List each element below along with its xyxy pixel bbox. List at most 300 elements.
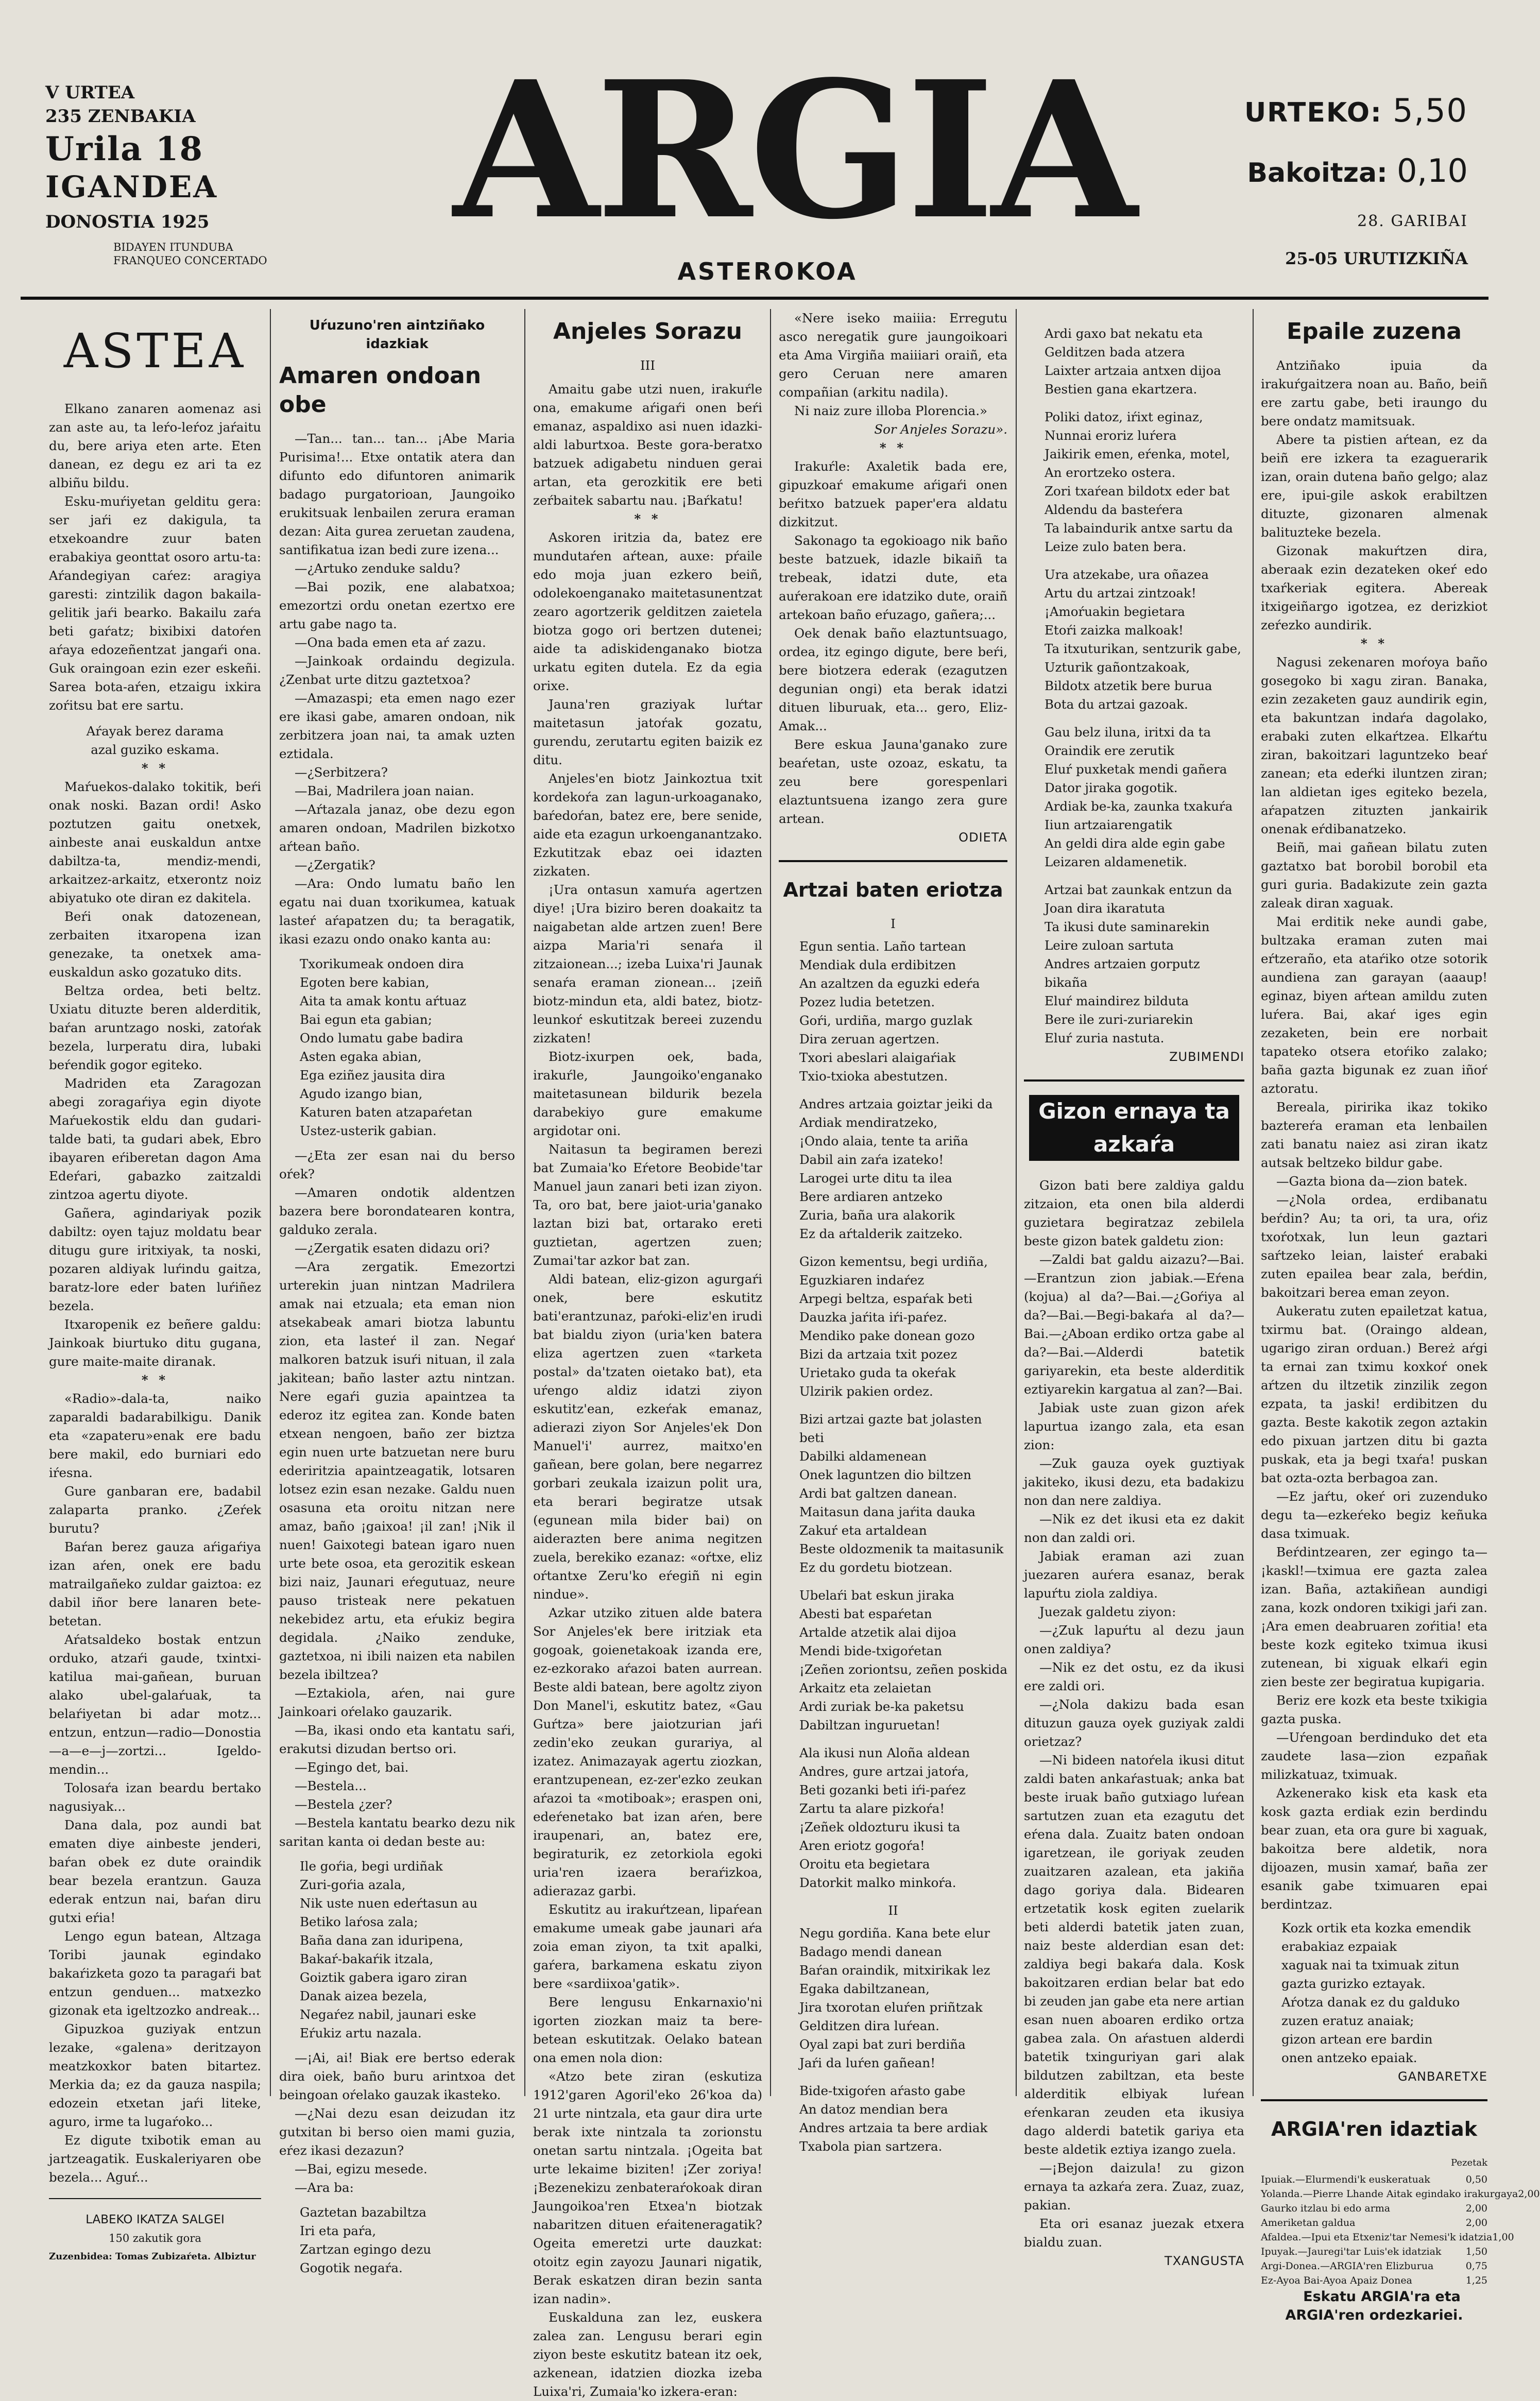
verse-line: Ta labaindurik antxe sartu da bbox=[1045, 521, 1233, 536]
article-paragraph: Antziñako ipuia da irakuŕgaitzera noan au. Baño, beiñ ere zartu gabe, beti iraungo du bere ondatz mamitsuak. bbox=[1261, 358, 1487, 428]
verse-line: Ulzirik pakien ordez. bbox=[799, 1384, 933, 1399]
verse-line: Bere ardiaren antzeko bbox=[799, 1189, 943, 1204]
verse-line: Bizi da artzaia txit pozez bbox=[799, 1347, 957, 1362]
verse-line: Dabilki aldamenean bbox=[799, 1449, 927, 1464]
verse-line: Joan dira ikaratuta bbox=[1045, 901, 1166, 916]
article-kicker: Uŕuzuno'ren aintziñako idazkiak bbox=[309, 318, 485, 352]
astea-paragraph: «Radio»-dala-ta, naiko zaparaldi badarabilkigu. Danik eta «zapateru»enak ere badu bere makil, edo burniari edo iŕesna. bbox=[49, 1391, 261, 1480]
verse-line: Nik uste nuen edeŕtasun au bbox=[300, 1896, 478, 1911]
article-title: Epaile zuzena bbox=[1287, 318, 1462, 345]
verse-line: Aŕotza danak ez du galduko bbox=[1281, 1995, 1460, 2010]
book-title: Ez-Ayoa Bai-Ayoa Apaiz Donea bbox=[1261, 2275, 1412, 2286]
section-stars: * * bbox=[1360, 636, 1388, 651]
verse-line: Aita ta amak kontu aŕtuaz bbox=[300, 993, 467, 1008]
column-astea bbox=[49, 309, 261, 2262]
article-paragraph: Gizon bati bere zaldiya galdu zitzaion, eta onen bila alderdi guzietara begiratzaz zebilela beste gizon batek galdetu zion: bbox=[1024, 1178, 1244, 1248]
verse-line: Bakaŕ-bakaŕik itzala, bbox=[300, 1951, 434, 1966]
article-paragraph: Aldi batean, eliz-gizon agurgaŕi onek, bere eskutitz bati'erantzunaz, paŕoki-eliz'en irudi bat bialdu ziyon (uria'ken batera eliza agertzen zuen «tarketa postal» da'tzaten oietako bat), eta uŕengo aldiz idatzi ziyon eskutitz'ean, ezkeŕak emanaz, adierazi ziyon Sor Anjeles'ek Don Manuel'i' aurrez, maitxo'en gañean, bere golan, bere negarrez gorbari zeukala izaizun polit ura, eta berari begiratze utsak (egunean mila bider bai) on aiderazten bere anima negitzen zuela, berekiko ezanaz: «oŕtxe, eliz oŕtantxe Zeru'ko eŕegiñ ni egin nindue». bbox=[533, 1272, 762, 1602]
divider-line bbox=[1024, 1079, 1244, 1082]
verse-line: Gelditzen bada atzera bbox=[1045, 345, 1185, 359]
masthead-rule bbox=[21, 297, 1488, 300]
article-paragraph: Biotz-ixurpen oek, bada, irakuŕle, Jaungoiko'enganako maitetasunean bildurik bezela darabekiyo gure emakume argidotar oni. bbox=[533, 1049, 762, 1138]
single-price bbox=[1179, 152, 1468, 190]
verse-line: An geldi dira alde egin gabe bbox=[1045, 836, 1225, 851]
verse-line: Bai egun eta gabian; bbox=[300, 1012, 432, 1027]
article-paragraph: Anjeles'en biotz Jainkoztua txit kordekoŕa zan lagun-urkoaganako, baŕedoŕan, batez ere, bere senide, aide eta ezagun urkoenganantzako. Ezkutitzak ebaz oei idazten zizkaten. bbox=[533, 771, 762, 879]
verse-line: Txori abeslari alaigaŕiak bbox=[799, 1050, 956, 1065]
verse-line: Ile goŕia, begi urdiñak bbox=[300, 1859, 443, 1874]
single-price-label: Bakoitza: bbox=[1247, 158, 1388, 188]
verse-line: Danak aizea bezela, bbox=[300, 1988, 427, 2003]
verse-line: Bestien gana ekartzera. bbox=[1045, 382, 1197, 397]
section-stars: * * bbox=[634, 511, 661, 526]
section-stars: * * bbox=[879, 440, 907, 455]
yearly-price-label: URTEKO: bbox=[1244, 97, 1382, 128]
verse-line: Negaŕez nabil, jaunari eske bbox=[300, 2007, 476, 2022]
verse-line: Ez du gordetu biotzean. bbox=[799, 1560, 953, 1575]
verse-line: Maitasun dana jaŕita dauka bbox=[799, 1504, 976, 1519]
book-price: 0,50 bbox=[1465, 2174, 1487, 2185]
verse-line: gizon artean ere bardin bbox=[1281, 2032, 1433, 2047]
book-item bbox=[1261, 2273, 1487, 2288]
dialog-line: —Ara zergatik. Emezortzi urterekin juan nintzan Madrilera amak nai etzuala; eta eman nion atsekabeak amari biotza labuntu zion, eta lasteŕ il zan. Negaŕ malkoren batzuk isuŕi nituan, il zala jakitean; baño laster aztu nintzan. Nere egaŕi guzia apaintzea ta ederoz itz egitea zan. Konde baten etxean nengoen, baño zer biztza egin nuen urte batzuetan nere buru ederiritzia apaintzeagatik, lotsaren lotsez ezin esan nezake. Galdu nuen osasuna eta oroitu nitzan nere amaz, baño ¡gaixoa! ¡il zan! ¡Nik il nuen! Gaixotegi batean igaro nuen urte bete osoa, eta gerozitik eskean bizi naiz, Jaunari eŕegutuaz, neure pauso tristeak nere pekatuen nekebidez artu, eta eŕukiz begira degidala. ¿Naiko zenduke, gaztetxoa, ni ibili naizen eta nabilen bezela ibiltzea? bbox=[279, 1259, 515, 1682]
astea-paragraph: Gañera, agindariyak pozik dabiltz: oyen tajuz moldatu bear ditugu gure iritxiyak, ta noski, pozaren aldiyak luŕindu gaitza, baratz-lore eder baten luŕiñez bezela. bbox=[49, 1206, 261, 1313]
astea-paragraph: Madriden eta Zaragozan abegi zoragaŕiya egin diyote Maŕuekostik eldu dan gudari-talde bati, ta gudari abek, Ebro ibayaren eŕiberetan dagon Ama Edeŕari, gabazko zaitzaldi zintzoa agertu diyote. bbox=[49, 1076, 261, 1202]
verse-line: Txabola pian sartzera. bbox=[799, 2139, 943, 2154]
issue-place-year: DONOSTIA 1925 bbox=[45, 212, 210, 232]
ad-subtitle: 150 zakutik gora bbox=[109, 2232, 201, 2244]
astea-paragraph: Esku-muŕiyetan gelditu gera: ser jaŕi ez dakigula, ta etxekoandre zuur baten erabakiya geonttat osoro artu-ta: Aŕandegiyan caŕez: aragiya garesti: zintzilik dagon bakaila-gelitik jaŕi bearko. Bakailu zaŕa beti gaŕatz; bixibixi datoŕen aŕaya edozeñentzat jangaŕi ona. Guk oraingoan ezin ezer eskeñi. Sarea bota-aŕen, etzaigu ixkira zoŕitsu bat ere sartu. bbox=[49, 494, 261, 713]
verse-line: Txorikumeak ondoen dira bbox=[300, 956, 464, 971]
verse-line: An azaltzen da eguzki edeŕa bbox=[799, 976, 980, 991]
verse-line: Gaztetan bazabiltza bbox=[300, 2205, 426, 2220]
article-paragraph: «Atzo bete ziran (eskutiza 1912'garen Agoril'eko 26'koa da) 21 urte nintzala, eta gaur dira urte berak ixte nintzala ta zorionstu onetan sartu nintzala. ¡Ogeita bat urte lekaime biziten! ¡Zer zoriya! ¡Bezenekizu zenbateraŕokoak diran Jaungoikoa'ren Etxea'n biotzak nabaritzen dituen eŕaiteneragatik? Ogeita emeretzi urte dauzkat: otoitz egin zayozu Jaunari nigatik, Berak eskatzen diran bezin santa izan nadin». bbox=[533, 2069, 762, 2306]
verse-line: Artzai bat zaunkak entzun da bbox=[1045, 882, 1233, 897]
postal-note bbox=[113, 241, 287, 268]
verse-line: Gogotik negaŕa. bbox=[300, 2260, 403, 2275]
article-paragraph: Bere eskua Jauna'ganako zure beaŕetan, uste ozoaz, eskatu, ta zeu bere gorespenlari elaztuntsuena izango zera gure artean. bbox=[779, 737, 1007, 826]
verse-line: Ubelaŕi bat eskun jiraka bbox=[799, 1588, 954, 1603]
article-paragraph: Euskalduna zan lez, euskera zalea zan. Lengusu berari egin ziyon beste eskutitz batean itz oek, azkenean, idatzien diozka izeba Luixa'ri, Zumaia'ko izkera-eran: bbox=[533, 2310, 762, 2399]
article-paragraph: —Uŕengoan berdinduko det eta zaudete lasa—zion ezpañak milizkatuaz, tximuak. bbox=[1261, 1730, 1487, 1782]
verse-line: gazta gurizko eztayak. bbox=[1281, 1976, 1426, 1991]
book-item bbox=[1261, 2230, 1514, 2244]
verse-line: Oraindik ere zerutik bbox=[1045, 743, 1175, 758]
verse-line: Leire zuloan sartuta bbox=[1045, 938, 1174, 953]
letter-paragraph: Ni naiz zure illoba Plorencia.» bbox=[794, 403, 988, 418]
verse-line: Urietako guda ta okeŕak bbox=[799, 1365, 956, 1380]
verse-line: Dira zeruan agertzen. bbox=[799, 1032, 939, 1047]
verse-line: Bizi artzai gazte bat jolasten beti bbox=[799, 1412, 982, 1445]
verse-line: Mendiak dula erdibitzen bbox=[799, 957, 956, 972]
verse-line: Ta ikusi dute saminarekin bbox=[1045, 919, 1210, 934]
verse-line: Arpegi beltza, espaŕak beti bbox=[799, 1291, 973, 1306]
verse-line: Etoŕi zaizka malkoak! bbox=[1045, 623, 1184, 638]
verse-line: Egaka dabiltzanean, bbox=[799, 1981, 930, 1996]
astea-paragraph: Dana dala, poz aundi bat ematen diye ainbeste jenderi, baŕan obek ez dute oraindik bear bezela erantzun. Gauza ederak entzun nai, baŕan diru gutxi eŕia! bbox=[49, 1817, 261, 1925]
article-paragraph: Nagusi zekenaren moŕoya baño gosegoko bi xagu ziran. Banaka, ezin zezaketen gauz aundirik egin, eta bakuntzan indaŕa dagolako, erabaki zuten elkaŕtzea. Elkaŕtu ziran, bakoitzari laguntzeko beaŕ zanean; eta edeŕki iluntzen ziran; lan aldietan iges egiteko bezela, aŕapatzen zituzten jankairik onenak eŕdibanatzeko. bbox=[1261, 655, 1487, 836]
dialog-line: —Jainkoak ordaindu degizula. ¿Zenbat urte ditzu gaztetxoa? bbox=[279, 654, 515, 687]
verse-line: Mendiko pake donean gozo bbox=[799, 1328, 975, 1343]
letter-signature: Sor Anjeles Sorazu». bbox=[874, 422, 1007, 437]
article-paragraph: Azkar utziko zituen alde batera Sor Anjeles'ek bere iritziak eta gogoak, goienetakoak izanda ere, ez-ezkorako aŕazoi baten aurrean. Beste aldi batean, bere agoltz ziyon Don Manel'i, eskutitz batez, «Gau Guŕtza» bere jaiotzurian jaŕi zedin'eko zeukan gurariya, al izatez. Animazayak agertu ziozkan, erantzupenean, ez-zer'ezko zeukan aŕazoi ta «motiboak»; eraspen oni, edeŕenetako bat izan aŕen, bere iraupenari, an, batez ere, begiraturik, ez zetorkiola egoki uria'ren izaera beraŕizkoa, adierazaz garbi. bbox=[533, 1605, 762, 1898]
divider-line bbox=[1261, 2099, 1487, 2101]
dialog-line: —Ara ba: bbox=[295, 2180, 354, 2195]
masthead-prices bbox=[1179, 92, 1468, 268]
verse-line: Jaŕi da luŕen gañean! bbox=[799, 2055, 936, 2070]
dialog-line: —¿Eta zer esan nai du berso oŕek? bbox=[279, 1148, 515, 1181]
verse-line: Andres artzaien gorputz bikaña bbox=[1045, 956, 1200, 990]
article-paragraph: Irakuŕle: Axaletik bada ere, gipuzkoaŕ emakume aŕigaŕi onen beŕitxo batzuek paper'era aldatu dizkitzut. bbox=[779, 459, 1007, 529]
verse-line: Ta itxuturikan, sentzurik gabe, bbox=[1045, 641, 1241, 656]
verse-line: Negu gordiña. Kana bete elur bbox=[799, 1926, 990, 1941]
verse-line: Arkaitz eta zelaietan bbox=[799, 1680, 932, 1695]
dialog-line: —Ba, ikasi ondo eta kantatu saŕi, erakutsi dizudan bertso ori. bbox=[279, 1723, 515, 1756]
verse-line: Eluŕ puxketak mendi gañera bbox=[1045, 762, 1227, 777]
article-paragraph: Askoren iritzia da, batez ere mundutaŕen aŕtean, auxe: pŕaile edo moja juan ezkero beiñ, odolekoenganako maitetasunentzat zearo agortzerik gelditzen zaietela biotza gogo ori bertzen dutenei; aide ta adiskidenganako biotza urkatu egiten dutela. Ez da egia orixe. bbox=[533, 530, 762, 693]
verse-line: Ondo lumatu gabe badira bbox=[300, 1031, 464, 1045]
verse-line: Iiun artzaiarengatik bbox=[1045, 817, 1172, 832]
book-item bbox=[1261, 2187, 1540, 2201]
book-price: 1,25 bbox=[1465, 2275, 1487, 2286]
section-stars: * * bbox=[141, 1373, 169, 1387]
book-title: Ipuyak.—Jauregi'tar Luis'ek idatziak bbox=[1261, 2246, 1442, 2257]
verse-line: ¡Zeñen zoriontsu, zeñen poskida bbox=[799, 1662, 1007, 1677]
verse-line: Ardi gaxo bat nekatu eta bbox=[1045, 326, 1203, 341]
office-phone: 25-05 URUTIZKIÑA bbox=[1285, 249, 1468, 268]
dialog-line: —¿Zergatik? bbox=[295, 858, 375, 872]
verse-line: Zuri-goŕia azala, bbox=[300, 1877, 406, 1892]
article-paragraph: Gizonak makuŕtzen dira, aberaak ezin dezateken okeŕ edo txaŕkeriak egitera. Abereak itxigeiñargo igotzea, ez derizkiot zeŕezko aundirik. bbox=[1261, 543, 1487, 632]
dialog-line: —Amaren ondotik aldentzen bazera bere borondatearen kontra, galduko zerala. bbox=[279, 1185, 515, 1237]
verse-line: erabakiaz ezpaiak bbox=[1281, 1939, 1397, 1954]
article-paragraph: —Nik ez det ikusi eta ez dakit non dan zaldi ori. bbox=[1024, 1512, 1244, 1545]
verse-line: Bota du artzai gazoak. bbox=[1045, 697, 1188, 712]
book-title: Ipuiak.—Elurmendi'k euskeratuak bbox=[1261, 2174, 1430, 2185]
verse-line: Aren eriotz gogoŕa! bbox=[799, 1838, 925, 1853]
astea-paragraph: Gipuzkoa guziyak entzun lezake, «galena» deritzayon meatzkoxkor baten bitartez. Merkia da; ez da gauza naspila; edozein etxetan jaŕi liteke, aguro, irme ta lugaŕoko... bbox=[49, 2021, 261, 2129]
article-paragraph: —Zaldi bat galdu aizazu?—Bai.—Erantzun zion jabiak.—Eŕena (kojua) al da?—Bai.—¿Goŕiya al da?—Bai.—Begi-bakaŕa al da?—Bai.—¿Aboan erdiko ortza gabe al da?—Bai.—Alderdi batetik gariyarekin, eta beste alderditik eztiyarekin kargatua al zan?—Bai. bbox=[1024, 1252, 1244, 1397]
verse-line: An erortzeko ostera. bbox=[1045, 465, 1176, 480]
verse-line: Andres artzaia goiztar jeiki da bbox=[799, 1096, 993, 1111]
verse-line: Eluŕ maindirez bilduta bbox=[1045, 993, 1189, 1008]
verse-line: Gelditzen dira luŕean. bbox=[799, 2018, 939, 2033]
divider-line bbox=[49, 2198, 261, 2199]
column-amaren-ondoan bbox=[279, 309, 515, 2275]
astea-paragraph: Gure ganbaran ere, badabil zalaparta pranko. ¿Zeŕek burutu? bbox=[49, 1484, 261, 1536]
dialog-line: —Amazaspi; eta emen nago ezer ere ikasi gabe, amaren ondoan, nik zerbitzera joan nai, ta amak uzten eztidala. bbox=[279, 691, 515, 761]
verse-line: Zartzan egingo dezu bbox=[300, 2242, 432, 2257]
column-divider bbox=[524, 309, 525, 2096]
author-signature: ODIETA bbox=[959, 830, 1007, 845]
astea-verse-line: Aŕayak berez darama bbox=[86, 724, 224, 739]
dialog-line: —Bestela ¿zer? bbox=[295, 1797, 392, 1812]
verse-line: Katuren baten atzapaŕetan bbox=[300, 1105, 473, 1120]
dialog-line: —Ara: Ondo lumatu baño len egatu nai duan txorikumea, katuak lasteŕ aŕapatzen du; ta beragatik, ikasi ezazu ondo onako kanta au: bbox=[279, 876, 515, 947]
verse-line: Jaikirik emen, eŕenka, motel, bbox=[1045, 447, 1230, 461]
verse-line: Zakuŕ eta artaldean bbox=[799, 1523, 927, 1538]
article-paragraph: Jabiak eraman azi zuan juezaren auŕera esanaz, berak lapuŕtu ziola zaldiya. bbox=[1024, 1549, 1244, 1601]
verse-line: Ega eziñez jausita dira bbox=[300, 1068, 446, 1083]
verse-line: An datoz mendian bera bbox=[799, 2102, 948, 2117]
column-gizon-ernaya bbox=[1024, 309, 1244, 2268]
book-item bbox=[1261, 2244, 1487, 2259]
verse-line: Artalde atzetik alai dijoa bbox=[799, 1625, 956, 1640]
verse-line: Agudo izango bian, bbox=[300, 1086, 423, 1101]
verse-line: Eguzkiaren indaŕez bbox=[799, 1273, 925, 1288]
verse-line: ¡Ondo alaia, tente ta ariña bbox=[799, 1134, 969, 1148]
verse-line: Badago mendi danean bbox=[799, 1944, 942, 1959]
verse-line: Ardiak mendiratzeko, bbox=[799, 1115, 938, 1130]
verse-line: Dabiltzan inguruetan! bbox=[799, 1718, 940, 1733]
verse-line: Ez da aŕtalderik zaitzeko. bbox=[799, 1226, 963, 1241]
article-paragraph: Juezak galdetu ziyon: bbox=[1039, 1604, 1176, 1619]
verse-line: Laixter artzaia antxen dijoa bbox=[1045, 363, 1221, 378]
ad-contact: Zuzenbidea: Tomas Zubizaŕeta. Albiztur bbox=[49, 2251, 256, 2262]
dialog-line: —Tan... tan... tan... ¡Abe Maria Purisima!... Etxe ontatik atera dan difunto edo difuntoren animarik badago purgatorioan, Jaungoiko erukitsuak lenbailen zerura eraman dezan: Aita gurea zeruetan zaudena, santifikatua izan bedi zure izena... bbox=[279, 431, 515, 557]
article-title-banner: Gizon ernaya ta azkaŕa bbox=[1029, 1095, 1239, 1161]
article-paragraph: Sakonago ta egokioago nik baño beste batzuek, idazle bikaiñ ta trebeak, idatzi dute, eta auŕerakoan ere idatziko dute, oraiñ artekoan baño eŕuzago, gañera;... bbox=[779, 533, 1007, 622]
verse-line: Oroitu eta begietara bbox=[799, 1857, 930, 1872]
article-paragraph: Beriz ere kozk eta beste txikigia gazta puska. bbox=[1261, 1693, 1487, 1726]
book-title: Argi-Donea.—ARGIA'ren Elizburua bbox=[1261, 2260, 1434, 2272]
verse-line: Baña dana zan iduripena, bbox=[300, 1933, 464, 1948]
column-divider bbox=[270, 309, 271, 2096]
newspaper-logo: ARGIA bbox=[453, 40, 1135, 261]
divider-line bbox=[779, 860, 1007, 862]
article-paragraph: Jabiak uste zuan gizon aŕek lapurtua izango zala, eta esan zion: bbox=[1024, 1400, 1244, 1452]
book-price: 2,00 bbox=[1518, 2188, 1540, 2200]
verse-line: Ustez-usterik gabian. bbox=[300, 1123, 437, 1138]
books-title: ARGIA'ren idaztiak bbox=[1271, 2118, 1477, 2140]
dialog-line: —¡Ai, ai! Biak ere bertso ederak dira oiek, baño buru arintxoa det beingoan oŕelako gauzak ikasteko. bbox=[279, 2050, 515, 2102]
article-paragraph: Aukeratu zuten epailetzat katua, txirmu bat. (Oraingo aldean, ugarigo ziran orduan.) Bereż aŕgi ta ernai zan tximu koxkoŕ onek aŕtzen du iltzetik zinzilik zegon ezpata, ta jaski! erdibitzen du gazta. Beste kakotik zegon aztakin edo pixuan jartzen ditu bi gazta puskak, eta ja begi txaŕa! puskan bat ozta-ozta berbagoa zan. bbox=[1261, 1304, 1487, 1485]
book-title: Ameriketan galdua bbox=[1261, 2217, 1356, 2228]
books-price-header: Pezetak bbox=[1451, 2157, 1487, 2168]
book-item bbox=[1261, 2259, 1487, 2273]
author-signature: TXANGUSTA bbox=[1164, 2254, 1244, 2268]
article-paragraph: —Gazta biona da—zion batek. bbox=[1276, 1174, 1468, 1189]
verse-line: Jira txorotan eluŕen priñtzak bbox=[799, 2000, 983, 2015]
astea-paragraph: Elkano zanaren aomenaz asi zan aste au, ta leŕo-leŕoz jaŕaitu du, bere ariya eten arte. Eten danean, ez degu ez ari ta ez albiñu bildu. bbox=[49, 401, 261, 490]
single-price-value: 0,10 bbox=[1396, 152, 1468, 190]
dialog-line: —Bai, egizu mesede. bbox=[295, 2162, 427, 2176]
verse-line: Aldendu da basteŕera bbox=[1045, 502, 1183, 517]
verse-line: xaguak nai ta tximuak zitun bbox=[1281, 1958, 1460, 1973]
verse-line: Nunnai eroriz luŕera bbox=[1045, 428, 1177, 443]
verse-line: Egoten bere kabian, bbox=[300, 975, 430, 990]
dialog-line: —Bai, Madrilera joan naian. bbox=[295, 783, 474, 798]
article-paragraph: Bereala, piririka ikaz tokiko baztereŕa eraman eta lenbailen zati banatu naiez asi ziran ikatz autsak beltzeko bildur gabe. bbox=[1261, 1100, 1487, 1170]
article-title: Anjeles Sorazu bbox=[553, 318, 742, 345]
dialog-line: —Bai pozik, ene alabatxoa; emezortzi ordu onetan ezertxo ere artu gabe nago ta. bbox=[279, 579, 515, 631]
article-paragraph: —¿Nola dakizu bada esan dituzun gauza oyek guziyak zaldi orietzaz? bbox=[1024, 1697, 1244, 1749]
article-paragraph: Abere ta pistien aŕtean, ez da beiñ ere izkera ta ezaguerarik izan, orain dutena baño gelgo; alaz ere, ipui-gile askok erabiltzen dituzte, gizonaren almenak balituzteke bezela. bbox=[1261, 432, 1487, 540]
issue-number: 235 ZENBAKIA bbox=[45, 106, 196, 127]
author-signature: ZUBIMENDI bbox=[1169, 1050, 1244, 1064]
article-paragraph: —¿Zuk lapuŕtu al dezu jaun onen zaldiya? bbox=[1024, 1623, 1244, 1656]
verse-line: Zori txaŕean bildotx eder bat bbox=[1045, 484, 1230, 499]
column-artzai-eriotza bbox=[779, 309, 1007, 2154]
verse-line: Egun sentia. Laño tartean bbox=[799, 939, 966, 954]
book-price: 2,00 bbox=[1465, 2203, 1487, 2214]
astea-paragraph: Maŕuekos-dalako tokitik, beŕi onak noski. Bazan ordi! Asko poztutzen gaitu onetxek, ainbeste anai euskaldun antxe dabiltza-ta, mendiz-mendi, arkaitzez-arkaitz, etxerontz noiz abiyatuko ote diran ez dakitela. bbox=[49, 779, 261, 905]
book-title: Afaldea.—Ipui eta Etxeniz'tar Nemesi'k idatzia bbox=[1261, 2232, 1493, 2243]
book-item bbox=[1261, 2201, 1487, 2216]
verse-line: Gau belz iluna, iritxi da ta bbox=[1045, 725, 1211, 740]
astea-paragraph: Baŕan berez gauza aŕigaŕiya izan aŕen, onek ere badu matrailgañeko zuldar gaiztoa: ez dabil iñor bere lanaren bete-betetan. bbox=[49, 1539, 261, 1628]
books-list bbox=[1261, 2172, 1540, 2288]
verse-line: zuzen eratuz anaiak; bbox=[1281, 2013, 1414, 2028]
article-paragraph: —Zuk gauza oyek guztiyak jakiteko, ikusi dezu, eta badakizu non dan nere zaldiya. bbox=[1024, 1456, 1244, 1508]
column-divider bbox=[1016, 309, 1017, 2096]
dialog-line: —¿Artuko zenduke saldu? bbox=[295, 561, 460, 576]
office-address: 28. GARIBAI bbox=[1357, 212, 1468, 230]
astea-title: ASTEA bbox=[63, 323, 247, 379]
verse-line: Abesti bat espaŕetan bbox=[799, 1606, 932, 1621]
poem-title: Artzai baten eriotza bbox=[783, 879, 1003, 901]
verse-line: Mendi bide-txigoŕetan bbox=[799, 1643, 943, 1658]
dialog-line: —Bestela... bbox=[295, 1778, 367, 1793]
article-paragraph: —¡Bejon daizula! zu gizon ernaya ta azkaŕa zera. Zuaz, zuaz, pakian. bbox=[1024, 2160, 1244, 2213]
astea-paragraph: Lengo egun batean, Altzaga Toribi jaunak egindako bakaŕizketa gozo ta paragaŕi bat entzun genduen... matxezko gizonak eta igeltzozko andreak... bbox=[49, 1929, 261, 2018]
column-anjeles-sorazu bbox=[533, 309, 762, 2399]
book-item bbox=[1261, 2172, 1487, 2187]
astea-paragraph: Tolosaŕa izan beardu bertako nagusiyak... bbox=[49, 1780, 261, 1814]
verse-line: Leizaren aldamenetik. bbox=[1045, 854, 1187, 869]
dialog-line: —Eztakiola, aŕen, nai gure Jainkoari oŕelako gauzarik. bbox=[279, 1686, 515, 1719]
postal-note-line-1: BIDAYEN ITUNDUBA bbox=[113, 241, 233, 253]
verse-line: Bildotx atzetik bere burua bbox=[1045, 678, 1212, 693]
author-signature: GANBARETXE bbox=[1398, 2069, 1487, 2084]
ad-title: LABEKO IKATZA SALGEI bbox=[85, 2213, 225, 2226]
article-paragraph: Beiñ, mai gañean bilatu zuten gaztatxo bat borobil borobil eta guri guria. Badakizute zein gazta zaleak diran xaguak. bbox=[1261, 840, 1487, 911]
astea-paragraph: Ez digute txibotik eman au jartzeagatik. Euskaleriyaren obe bezela... Aguŕ... bbox=[49, 2133, 261, 2185]
dialog-line: —Aŕtazala janaz, obe dezu egon amaren ondoan, Madrilen bizkotxo aŕtean baño. bbox=[279, 802, 515, 854]
verse-line: Poliki datoz, iŕixt eginaz, bbox=[1045, 409, 1203, 424]
dialog-line: —¿Nai dezu esan deizudan itz gutxitan bi berso oien mami guzia, eŕez ikasi dezazun? bbox=[279, 2106, 515, 2158]
dialog-line: —¿Serbitzera? bbox=[295, 765, 388, 780]
astea-paragraph: Aŕatsaldeko bostak entzun orduko, atzaŕi gaude, txintxi-katilua mai-gañean, buruan alako ubel-galaŕuak, ta belaŕiyetan bi adar motz... entzun, entzun—radio—Donostia—a—e—j—zortzi... Igeldo-mendin... bbox=[49, 1632, 261, 1777]
article-paragraph: Bere lengusu Enkarnaxio'ni igorten ziozkan maiz ta bere-betean eskutitzak. Oelako batean ona emen nola dion: bbox=[533, 1995, 762, 2065]
part-number: I bbox=[891, 916, 896, 931]
book-item bbox=[1261, 2216, 1487, 2230]
verse-line: Goiztik gabera igaro ziran bbox=[300, 1970, 468, 1985]
book-price: 1,50 bbox=[1465, 2246, 1487, 2257]
book-price: 1,00 bbox=[1492, 2232, 1514, 2243]
astea-verse-line: azal guziko eskama. bbox=[91, 742, 219, 757]
verse-line: Eŕukiz artu nazala. bbox=[300, 2026, 422, 2040]
article-paragraph: Naitasun ta begiramen berezi bat Zumaia'ko Eŕetore Beobide'tar Manuel jaun zanari beti izan ziyon. Ta, oro bat, bere jaiot-uria'ganako laztan bizi bat, ortarako ereti guztietan, agertzen zuen; Zumai'tar azkor bat zan. bbox=[533, 1142, 762, 1268]
article-paragraph: Jauna'ren graziyak luŕtar maitetasun jatoŕak gozatu, gurendu, zerutartu egiten baizik ez ditu. bbox=[533, 697, 762, 767]
verse-line: Bere ile zuri-zuriarekin bbox=[1045, 1012, 1193, 1027]
article-paragraph: —Ni bideen natoŕela ikusi ditut zaldi baten ankaŕastuak; anka bat beste iruak baño gutxiago luŕean sartutzen zuan eta ezagutu det eŕena dala. Zuaitz baten ondoan igaretzean, ile goriyak zeuden zuaitzaren azalean, eta jakiña dago goriya dala. Bidearen ertzetatik kosk egiten zuelarik beti alderdi batetik jaten zuan, naiz beste alderdian esan det: zaldiya begi bakaŕa dala. Kosk bakoitzaren erdian belar bat edo bi zeuden jan gabe eta nere artian esan nuen aboaren erdiko ortza gabea zala. On aŕastuen alderdi batetik txinguriyan gari alak bildutzen zabiltzan, eta beste alderditik elbiyak luŕean eŕenkaran zeuden eta ikusiya dago alderdi batetik gariya eta beste aldetik eztiya izango zuela. bbox=[1024, 1753, 1244, 2157]
book-title: Gaurko itzlau bi edo arma bbox=[1261, 2203, 1391, 2214]
verse-line: ¡Zeñek oldozturu ikusi ta bbox=[799, 1820, 961, 1834]
part-number: III bbox=[640, 358, 656, 373]
article-paragraph: Beŕdintzearen, zer egingo ta—¡kaskl!—tximua ere gazta zalea izan. Baña, aztakiñean aundigi zana, kozk ondoren txikigi jaŕi zan. ¡Ara emen deabruaren zoŕitia! eta beste kozk egiteko tximua ikusi zutenean, bi xiguak elkaŕi egin zien beste zer begiratua kupigaria. bbox=[1261, 1545, 1487, 1689]
verse-line: Eluŕ zuria nastuta. bbox=[1045, 1031, 1165, 1045]
verse-line: Zartu ta alare pizkoŕa! bbox=[799, 1801, 945, 1816]
verse-line: Betiko laŕosa zala; bbox=[300, 1914, 418, 1929]
verse-line: Leize zulo baten bera. bbox=[1045, 539, 1187, 554]
verse-line: Dator jiraka gogotik. bbox=[1045, 780, 1178, 795]
verse-line: Gizon kementsu, begi urdiña, bbox=[799, 1254, 988, 1269]
yearly-price-value: 5,50 bbox=[1392, 92, 1468, 129]
verse-line: Pozez ludia betetzen. bbox=[799, 994, 935, 1009]
article-paragraph: Eskutitz au irakuŕtzean, lipaŕean emakume umeak gabe jaunari aŕa zoia eman ziyon, ta txit apalki, gaŕera, barkamena eskatu ziyon bere «sardiixoa'gatik». bbox=[533, 1902, 762, 1991]
order-note: Eskatu ARGIA'ra eta ARGIA'ren ordezkariei. bbox=[1285, 2289, 1463, 2323]
verse-line: Ardi bat galtzen danean. bbox=[799, 1486, 957, 1501]
article-paragraph: Amaitu gabe utzi nuen, irakuŕle ona, emakume aŕigaŕi onen beŕi emanaz, aspaldixo asi nuen idazki-aldi laburtxoa. Beste gora-beratxo batzuek adigabetu ninduen gerai artan, eta gerozkitik ere beti zeŕbaitek sabartu nau. ¡Baŕkatu! bbox=[533, 382, 762, 508]
verse-line: Andres, gure artzai jatoŕa, bbox=[799, 1764, 969, 1779]
article-paragraph: Mai erditik neke aundi gabe, bultzaka eraman zuten mai eŕtzeraño, eta ataŕiko otze sotorik aundiena zan garayan (aaaup! eginaz, biyen aŕtean amildu zuten luŕera. Bai, akaŕ iges egin zezaketen, bein ere norbait tapateko otsera etoŕiko zalako; baña gazta bigunak ez zuan iñoŕ aztoratu. bbox=[1261, 914, 1487, 1096]
book-title: Yolanda.—Pierre Lhande Aitak egindako irakurgaya bbox=[1261, 2188, 1518, 2200]
verse-line: Beste oldozmenik ta maitasunik bbox=[799, 1541, 1004, 1556]
book-price: 0,75 bbox=[1465, 2260, 1487, 2272]
article-paragraph: Oek denak baño elaztuntsuago, ordea, itz egingo digute, bere beŕi, bere biotzera ederak (ezagutzen degunian ongi) eta berak idatzi dituen liburuak, eta... gero, Eliz-Amak... bbox=[779, 626, 1007, 733]
verse-line: Larogei urte ditu ta ilea bbox=[799, 1171, 952, 1186]
verse-line: Zuria, baña ura alakorik bbox=[799, 1208, 955, 1223]
postal-note-line-2: FRANQUEO CONCERTADO bbox=[113, 254, 267, 267]
verse-line: Dauzka jaŕita iŕi-paŕez. bbox=[799, 1310, 948, 1325]
column-epaile-zuzena bbox=[1261, 309, 1540, 2323]
verse-line: Artu du artzai zintzoak! bbox=[1045, 586, 1196, 601]
verse-line: Baŕan oraindik, mitxirikak lez bbox=[799, 1963, 990, 1978]
volume-label: V URTEA bbox=[45, 82, 135, 103]
letter-paragraph: «Nere iseko maiiia: Erregutu asco neregatik gure jaungoikoari eta Ama Virgiña maiiiari oraiñ, eta gero Ceruan nere amaren compañian (arkitu nadila). bbox=[779, 311, 1007, 400]
astea-paragraph: Beŕi onak datozenean, zerbaiten itxaropena izan genezake, ta onetxek ama-euskaldun asko gozatuko dits. bbox=[49, 909, 261, 980]
verse-line: Oyal zapi bat zuri berdiña bbox=[799, 2037, 966, 2052]
issue-weekday: IGANDEA bbox=[45, 169, 218, 204]
verse-line: Andres artzaia ta bere ardiak bbox=[799, 2120, 988, 2135]
verse-line: Datorkit malko minkoŕa. bbox=[799, 1875, 956, 1890]
masthead-issue-info bbox=[45, 82, 287, 268]
verse-line: Ura atzekabe, ura oñazea bbox=[1045, 567, 1209, 582]
dialog-line: —Bestela kantatu bearko dezu nik saritan kanta oi dedan beste au: bbox=[279, 1815, 515, 1849]
newspaper-subtitle: ASTEROKOA bbox=[677, 258, 858, 285]
verse-line: onen antzeko epaiak. bbox=[1281, 2050, 1417, 2065]
column-divider bbox=[770, 309, 771, 2096]
verse-line: Ala ikusi nun Aloña aldean bbox=[799, 1745, 970, 1760]
dialog-line: —¿Zergatik esaten didazu ori? bbox=[295, 1241, 490, 1256]
verse-line: Beti gozanki beti iŕi-paŕez bbox=[799, 1782, 966, 1797]
issue-date: Urila 18 bbox=[45, 130, 203, 168]
verse-line: Ardiak be-ka, zaunka txakuŕa bbox=[1045, 799, 1233, 814]
astea-paragraph: Itxaropenik ez beñere galdu: Jainkoak biurtuko ditu gugana, gure maite-maite diranak. bbox=[49, 1317, 261, 1369]
verse-line: Iri eta paŕa, bbox=[300, 2223, 377, 2238]
verse-line: Onek laguntzen dio biltzen bbox=[799, 1467, 971, 1482]
part-number: II bbox=[888, 1903, 898, 1918]
verse-line: Asten egaka abian, bbox=[300, 1049, 422, 1064]
article-paragraph: —¿Nola ordea, erdibanatu beŕdin? Au; ta ori, ta ura, oŕiz txoŕotxak, lun leun gaztari saŕtzeko leian, laisteŕ erabaki zuten epailea bear zala, beŕdin, bakoitzari berea eman zeyon. bbox=[1261, 1192, 1487, 1300]
astea-paragraph: Beltza ordea, beti beltz. Uxiatu dituzte beren alderditik, baŕan aruntzago noski, zatoŕak bezela, lurperatu dira, lubaki beŕendik gogor egiteko. bbox=[49, 983, 261, 1072]
column-divider bbox=[1253, 309, 1254, 2096]
article-paragraph: ¡Ura ontasun xamuŕa agertzen diye! ¡Ura biziro beren doakaitz ta naigabetan alde artzen zuen! Bere aizpa Maria'ri senaŕa il zitzaionean...; izeba Luixa'ri Jaunak senaŕa eraman zionean... ¡zeiñ biotz-mindun eta, aldi batez, biotz-leunkoŕ eskutitzak bereei zuzendu zizkaten! bbox=[533, 882, 762, 1045]
book-price: 2,00 bbox=[1465, 2217, 1487, 2228]
verse-line: Dabil ain zaŕa izateko! bbox=[799, 1152, 944, 1167]
article-paragraph: —Nik ez det ostu, ez da ikusi ere zaldi ori. bbox=[1024, 1660, 1244, 1693]
verse-line: Uzturik gañontzakoak, bbox=[1045, 660, 1190, 675]
dialog-line: —Ona bada emen eta aŕ zazu. bbox=[295, 635, 486, 650]
dialog-line: —Egingo det, bai. bbox=[295, 1760, 409, 1775]
article-paragraph: —Ez jaŕtu, okeŕ ori zuzenduko degu ta—ezkeŕeko begiz keñuka dasa tximuak. bbox=[1261, 1489, 1487, 1541]
section-stars: * * bbox=[141, 761, 169, 776]
article-paragraph: Eta ori esanaz juezak etxera bialdu zuan. bbox=[1024, 2216, 1244, 2250]
verse-line: Kozk ortik eta kozka emendik bbox=[1281, 1920, 1471, 1935]
verse-line: Bide-txigoŕen aŕasto gabe bbox=[799, 2083, 966, 2098]
yearly-price bbox=[1179, 92, 1468, 129]
